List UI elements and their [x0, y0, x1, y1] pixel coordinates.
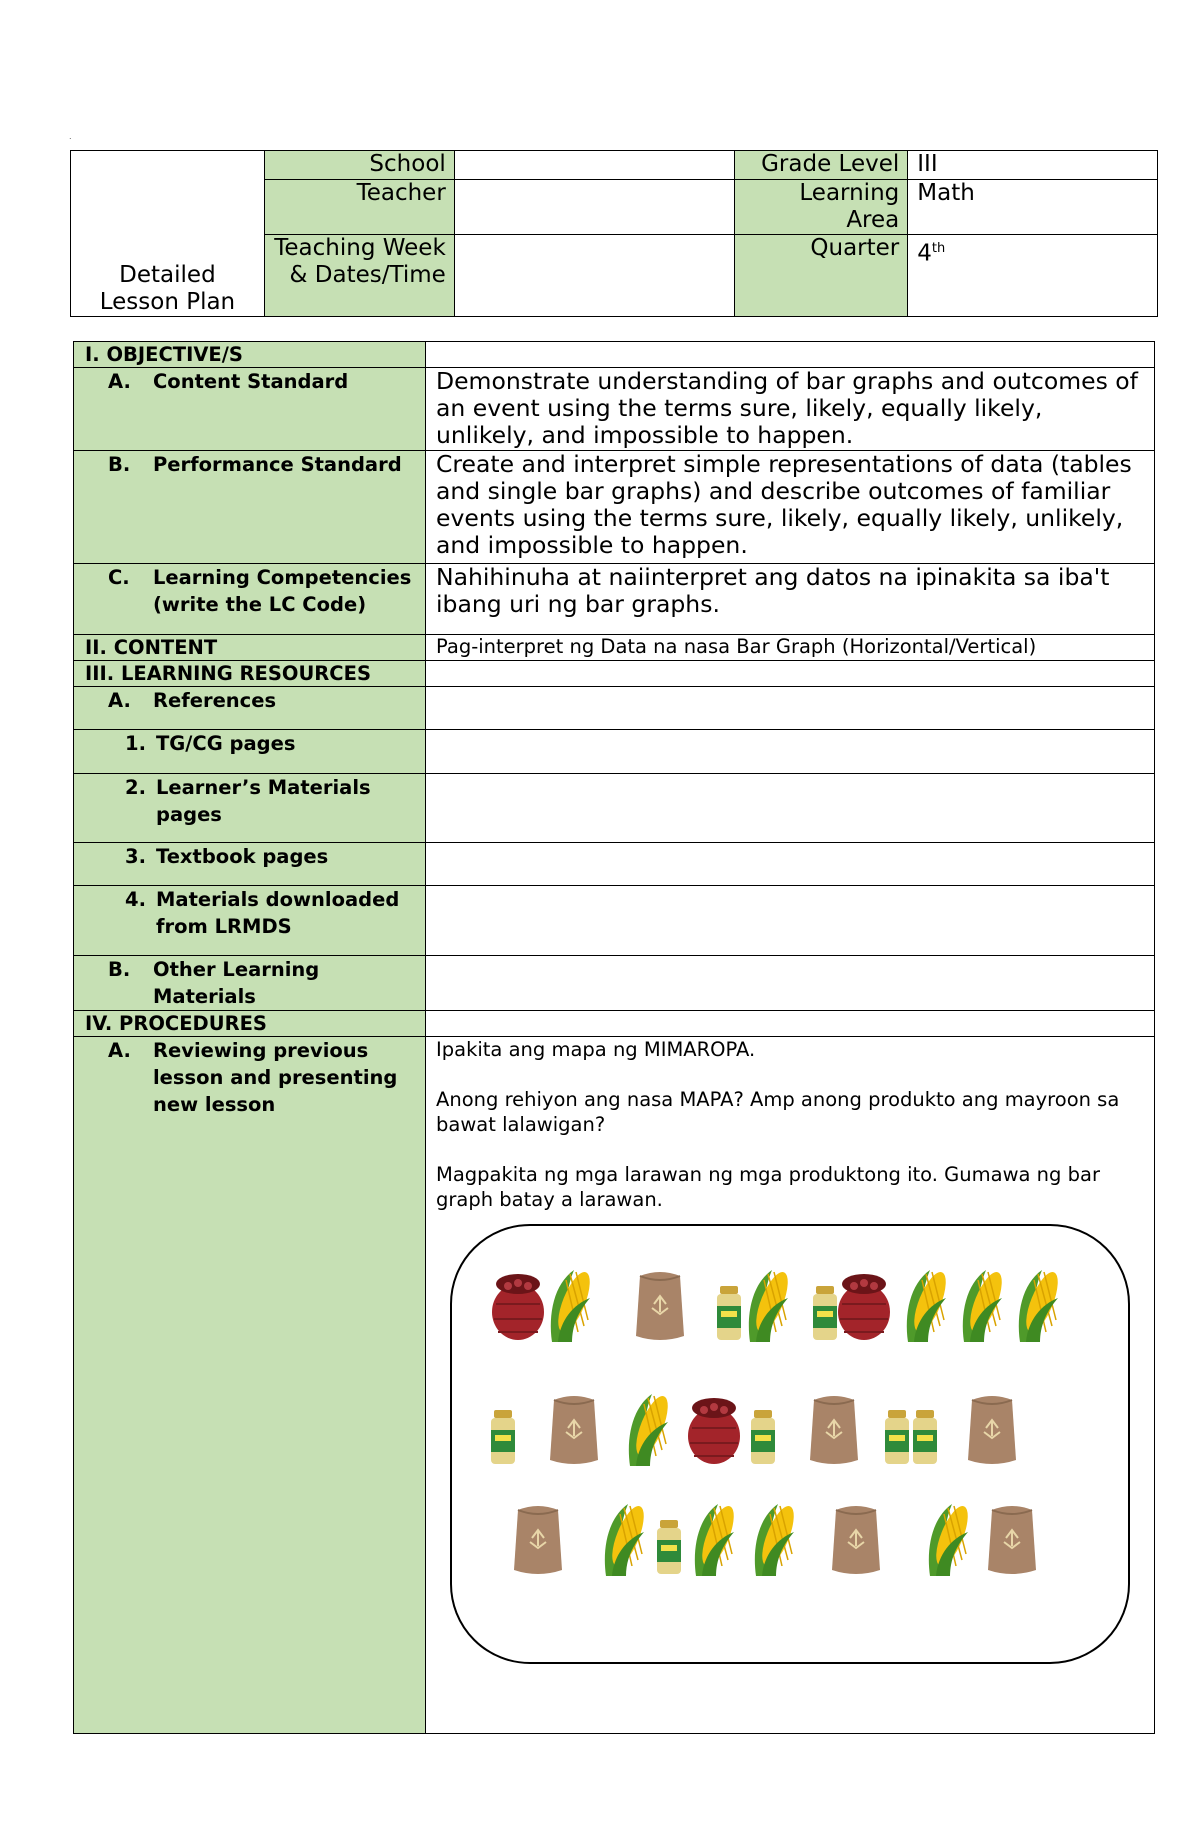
item-label: References — [153, 689, 277, 712]
rice-sack-icon — [982, 1498, 1042, 1584]
textbook-pages-field[interactable] — [426, 843, 1155, 886]
corn-icon — [922, 1498, 972, 1584]
other-materials-field[interactable] — [426, 956, 1155, 1011]
item-letter: A. — [108, 689, 131, 712]
procedures-blank — [426, 1011, 1155, 1037]
references-field[interactable] — [426, 687, 1155, 730]
item-label: Learning Competencies (write the LC Code) — [153, 566, 412, 616]
item-letter: C. — [108, 566, 130, 589]
reviewing-lesson-content — [426, 1037, 1155, 1734]
lesson-plan-table — [73, 341, 1155, 1734]
jar-icon — [654, 1518, 684, 1584]
header-table — [70, 150, 1158, 317]
learning-area-label: Learning Area — [735, 180, 908, 235]
content-heading: II. CONTENT — [74, 635, 426, 661]
content-standard-label — [74, 368, 426, 451]
item-label: Other Learning Materials — [153, 958, 320, 1008]
onion-sack-icon — [834, 1264, 894, 1350]
quarter-value[interactable] — [908, 235, 1158, 317]
content-standard-text: Demonstrate understanding of bar graphs and outcomes of an event using the terms sure, likely, equally likely, unlikely, and impossible to happen. — [426, 368, 1155, 451]
corn-icon — [900, 1264, 950, 1350]
corn-icon — [748, 1498, 798, 1584]
corn-icon — [688, 1498, 738, 1584]
item-label: Performance Standard — [153, 453, 402, 476]
grade-level-label: Grade Level — [735, 151, 908, 180]
content-text: Pag-interpret ng Data na nasa Bar Graph (Horizontal/Vertical) — [426, 635, 1155, 661]
learning-resources-blank — [426, 661, 1155, 687]
tg-cg-pages-field[interactable] — [426, 730, 1155, 774]
item-number: 2. — [125, 776, 146, 799]
corn-icon — [1012, 1264, 1062, 1350]
other-materials-label — [74, 956, 426, 1011]
performance-standard-label — [74, 451, 426, 564]
grade-level-value[interactable]: III — [908, 151, 1158, 180]
products-picture-panel — [450, 1224, 1130, 1664]
learners-materials-label — [74, 774, 426, 843]
item-letter: A. — [108, 370, 131, 393]
jar-icon — [488, 1408, 518, 1474]
item-number: 3. — [125, 845, 146, 868]
onion-sack-icon — [488, 1264, 548, 1350]
item-label: TG/CG pages — [156, 732, 296, 755]
quarter-number: 4 — [917, 240, 932, 267]
item-label: Textbook pages — [156, 845, 329, 868]
performance-standard-text: Create and interpret simple representations of data (tables and single bar graphs) and describe outcomes of familiar events using the terms sure, likely, equally likely, unlikely, and impossible to happen. — [426, 451, 1155, 564]
corn-icon — [544, 1264, 594, 1350]
jar-icon — [882, 1408, 912, 1474]
procedure-paragraph-1: Ipakita ang mapa ng MIMAROPA. — [436, 1038, 756, 1061]
corn-icon — [598, 1498, 648, 1584]
learning-area-value[interactable]: Math — [908, 180, 1158, 235]
learning-resources-heading: III. LEARNING RESOURCES — [74, 661, 426, 687]
rice-sack-icon — [630, 1264, 690, 1350]
jar-icon — [910, 1408, 940, 1474]
item-letter: B. — [108, 453, 131, 476]
quarter-label: Quarter — [735, 235, 908, 317]
item-letter: B. — [108, 958, 131, 981]
objectives-heading: I. OBJECTIVE/S — [74, 342, 426, 368]
procedure-paragraph-3: Magpakita ng mga larawan ng mga produktong ito. Gumawa ng bar graph batay a larawan. — [436, 1163, 1100, 1211]
teacher-label: Teacher — [264, 180, 454, 235]
teacher-field[interactable] — [454, 180, 735, 235]
onion-sack-icon — [684, 1388, 744, 1474]
reviewing-lesson-label — [74, 1037, 426, 1734]
procedure-paragraph-2: Anong rehiyon ang nasa MAPA? Amp anong produkto ang mayroon sa bawat lalawigan? — [436, 1088, 1120, 1136]
rice-sack-icon — [544, 1388, 604, 1474]
rice-sack-icon — [508, 1498, 568, 1584]
quarter-suffix: th — [931, 241, 946, 256]
rice-sack-icon — [962, 1388, 1022, 1474]
item-number: 4. — [125, 888, 146, 911]
corn-icon — [742, 1264, 792, 1350]
rice-sack-icon — [826, 1498, 886, 1584]
rice-sack-icon — [804, 1388, 864, 1474]
item-label: Content Standard — [153, 370, 349, 393]
objectives-blank — [426, 342, 1155, 368]
learning-competencies-label — [74, 564, 426, 635]
corn-icon — [956, 1264, 1006, 1350]
procedures-heading: IV. PROCEDURES — [74, 1011, 426, 1037]
lrmds-materials-label — [74, 886, 426, 956]
teaching-week-label: Teaching Week & Dates/Time — [264, 235, 454, 317]
item-label: Reviewing previous lesson and presenting new lesson — [153, 1039, 398, 1116]
tg-cg-pages-label — [74, 730, 426, 774]
item-label: Learner’s Materials pages — [156, 776, 371, 826]
teaching-week-field[interactable] — [454, 235, 735, 317]
jar-icon — [748, 1408, 778, 1474]
item-label: Materials downloaded from LRMDS — [156, 888, 400, 938]
lesson-plan-title: Detailed Lesson Plan — [71, 151, 265, 317]
corn-icon — [622, 1388, 672, 1474]
school-label: School — [264, 151, 454, 180]
item-letter: A. — [108, 1039, 131, 1062]
learning-competencies-text: Nahihinuha at naiinterpret ang datos na ipinakita sa iba't ibang uri ng bar graphs. — [426, 564, 1155, 635]
references-label — [74, 687, 426, 730]
school-field[interactable] — [454, 151, 735, 180]
jar-icon — [714, 1284, 744, 1350]
lrmds-materials-field[interactable] — [426, 886, 1155, 956]
stray-mark: . — [69, 132, 72, 141]
learners-materials-field[interactable] — [426, 774, 1155, 843]
textbook-pages-label — [74, 843, 426, 886]
item-number: 1. — [125, 732, 146, 755]
